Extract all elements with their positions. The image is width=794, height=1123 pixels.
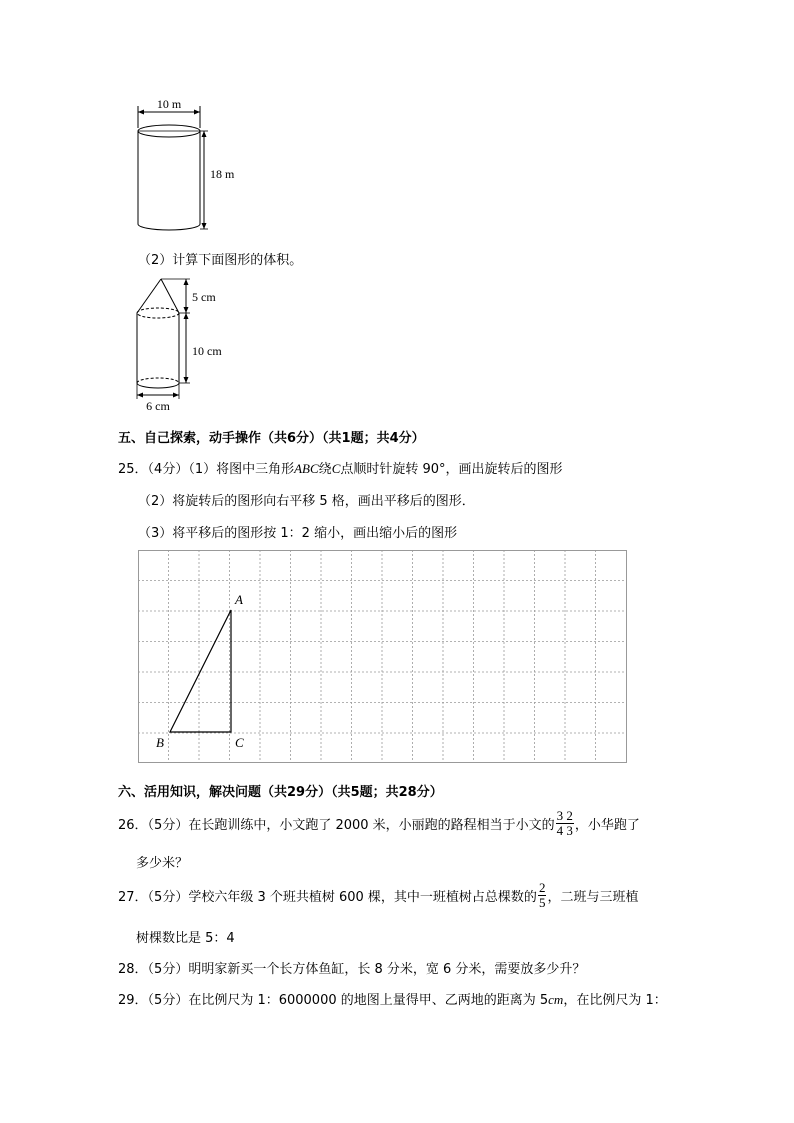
q27-fraction (538, 881, 547, 910)
q29-unit: cm (548, 992, 564, 1007)
q26-frac-bottom: 4 3 (556, 822, 573, 838)
q29-line1 (118, 989, 667, 1008)
q27-frac-top: 2 (538, 879, 546, 895)
vertex-a-label: A (235, 592, 243, 607)
q25-part3: （3）将平移后的图形按 1：2 缩小，画出缩小后的图形 (138, 526, 458, 541)
q29-text-a: 29．（5分）在比例尺为 1：6000000 的地图上量得甲、乙两地的距离为 5 (118, 993, 549, 1008)
q26-line1 (118, 806, 640, 840)
q26-frac-top: 3 2 (556, 807, 573, 823)
section-5-title: 五、自己探索，动手操作（共6分）（共1题；共4分） (118, 431, 425, 446)
vertex-c-label: C (235, 735, 244, 750)
q25-c: C (331, 461, 341, 476)
q27-text-b: ，二班与三班植 (547, 889, 639, 905)
triangle-abc (170, 610, 231, 732)
q27-frac-bottom: 5 (538, 894, 546, 910)
cone-height-label: 5 cm (192, 290, 216, 304)
cylinder-figure-1 (126, 92, 266, 237)
q26-line2: 多少米？ (136, 856, 189, 871)
cylinder-height-label: 10 cm (192, 344, 222, 358)
cone-cylinder-figure (130, 275, 270, 415)
q25-line1 (118, 458, 563, 477)
q25-abc: ABC (294, 461, 319, 476)
diameter-label-2: 6 cm (146, 399, 170, 413)
triangle-grid (138, 550, 628, 764)
q26-text-a: 26．（5分）在长跑训练中，小文跑了 2000 米，小丽跑的路程相当于小文的 (118, 817, 555, 833)
q27-text-a: 27．（5分）学校六年级 3 个班共植树 600 棵，其中一班植树占总棵数的 (118, 889, 537, 905)
vertex-b-label: B (156, 735, 164, 750)
q25-part1-b: 绕 (318, 462, 332, 477)
q26-text-b: ，小华跑了 (574, 817, 640, 833)
q25-number: 25．（4分） (118, 462, 189, 477)
q2-text: （2）计算下面图形的体积。 (138, 253, 303, 268)
section-6-title: 六、活用知识，解决问题（共29分）（共5题；共28分） (118, 785, 443, 800)
q29-text-b: ，在比例尺为 1： (563, 993, 667, 1008)
diameter-label-1: 10 m (156, 97, 182, 111)
q26-fraction (556, 809, 574, 838)
q25-part2: （2）将旋转后的图形向右平移 5 格，画出平移后的图形． (138, 494, 475, 509)
q27-line2: 树棵数比是 5：4 (136, 931, 235, 946)
height-label-1: 18 m (210, 167, 235, 181)
q25-part1-a: （1）将图中三角形 (188, 462, 295, 477)
q27-line1 (118, 878, 638, 912)
q28-text: 28．（5分）明明家新买一个长方体鱼缸，长 8 分米，宽 6 分米，需要放多少升？ (118, 962, 586, 977)
q25-part1-d: 点顺时针旋转 90°，画出旋转后的图形 (340, 462, 563, 477)
